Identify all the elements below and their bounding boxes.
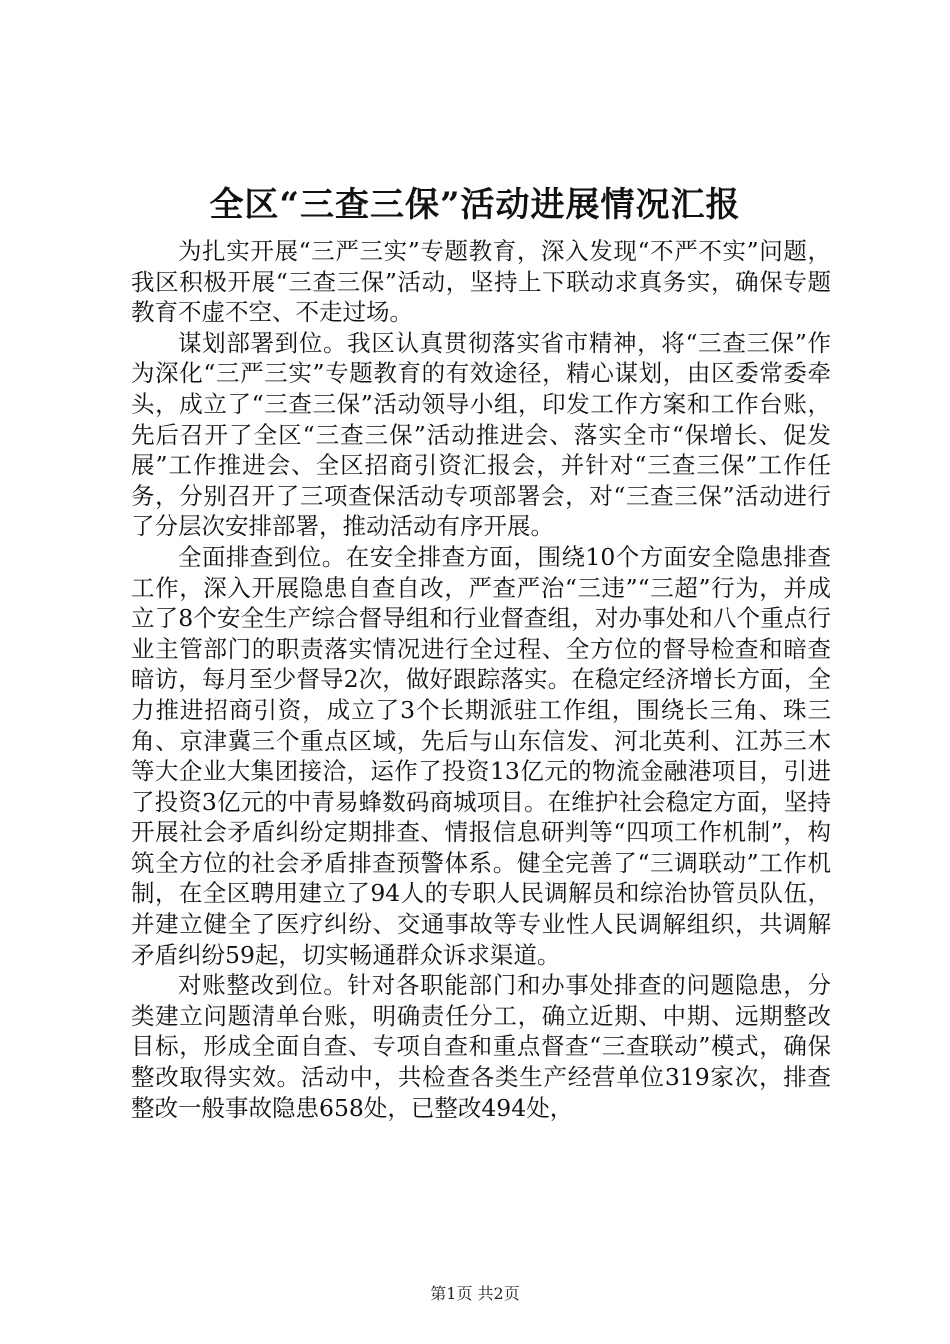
paragraph-rectification: 对账整改到位。针对各职能部门和办事处排查的问题隐患，分类建立问题清单台账，明确责任分工，确立近期、中期、远期整改目标，形成全面自查、专项自查和重点督查“三查联动”模式，确保整改取得实效。活动中，共检查各类生产经营单位319家次，排查整改一般事故隐患658处，已整改494处，: [131, 971, 831, 1122]
paragraph-inspection: 全面排查到位。在安全排查方面，围绕10个方面安全隐患排查工作，深入开展隐患自查自改，严查严治“三违”“三超”行为，并成立了8个安全生产综合督导组和行业督查组，对办事处和八个重点行业主管部门的职责落实情况进行全过程、全方位的督导检查和暗查暗访，每月至少督导2次，做好跟踪落实。在稳定经济增长方面，全力推进招商引资，成立了3个长期派驻工作组，围绕长三角、珠三角、京津冀三个重点区域，先后与山东信发、河北英利、江苏三木等大企业大集团接洽，运作了投资13亿元的物流金融港项目，引进了投资3亿元的中青易蜂数码商城项目。在维护社会稳定方面，坚持开展社会矛盾纠纷定期排查、情报信息研判等“四项工作机制”，构筑全方位的社会矛盾排查预警体系。健全完善了“三调联动”工作机制，在全区聘用建立了94人的专职人民调解员和综治协管员队伍，并建立健全了医疗纠纷、交通事故等专业性人民调解组织，共调解矛盾纠纷59起，切实畅通群众诉求渠道。: [131, 542, 831, 969]
document-body: [131, 236, 831, 1123]
page-number-footer: 第1页 共2页: [430, 1284, 520, 1303]
document-title: 全区“三查三保”活动进展情况汇报: [209, 185, 741, 225]
paragraph-intro: 为扎实开展“三严三实”专题教育，深入发现“不严不实”问题，我区积极开展“三查三保”活动，坚持上下联动求真务实，确保专题教育不虚不空、不走过场。: [131, 237, 831, 327]
paragraph-planning: 谋划部署到位。我区认真贯彻落实省市精神，将“三查三保”作为深化“三严三实”专题教育的有效途径，精心谋划，由区委常委牵头，成立了“三查三保”活动领导小组，印发工作方案和工作台账，先后召开了全区“三查三保”活动推进会、落实全市“保增长、促发展”工作推进会、全区招商引资汇报会，并针对“三查三保”工作任务，分别召开了三项查保活动专项部署会，对“三查三保”活动进行了分层次安排部署，推动活动有序开展。: [131, 328, 831, 541]
